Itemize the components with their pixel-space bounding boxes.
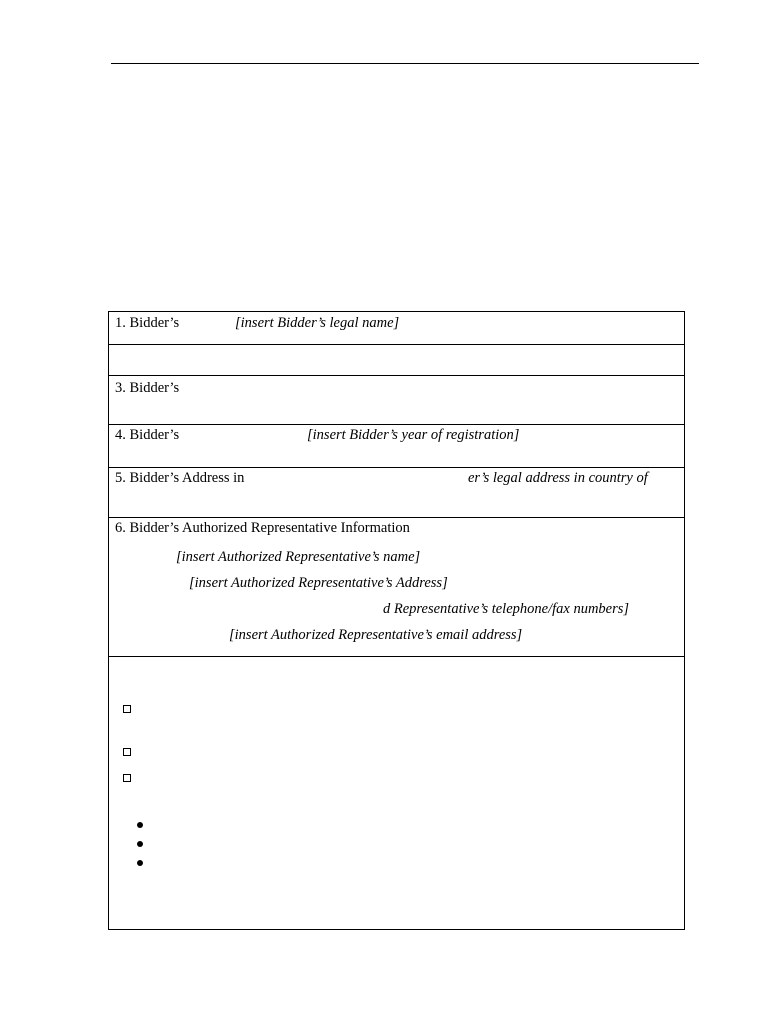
row-bidder-3	[109, 376, 684, 425]
bidder-name-label: 1. Bidder’s	[115, 315, 180, 331]
bidder-name-value[interactable]: [insert Bidder’s legal name]	[235, 315, 400, 331]
row-3-label: 3. Bidder’s	[115, 380, 180, 396]
representative-name-value[interactable]: [insert Authorized Representative’s name]	[176, 549, 421, 565]
representative-email-value[interactable]: [insert Authorized Representative’s email address]	[229, 627, 523, 643]
row-attachments	[109, 657, 684, 929]
bidder-information-form	[108, 311, 685, 930]
row-bidder-registration-year	[109, 425, 684, 468]
checkbox-3[interactable]	[123, 774, 131, 782]
registration-year-value[interactable]: [insert Bidder’s year of registration]	[307, 427, 520, 443]
bullet-2	[137, 841, 143, 847]
row-bidder-address	[109, 468, 684, 518]
representative-label: 6. Bidder’s Authorized Representative Information	[115, 520, 410, 536]
bullet-1	[137, 822, 143, 828]
header-rule	[111, 63, 699, 64]
bidder-address-label: 5. Bidder’s Address in	[115, 470, 245, 486]
row-2-blank	[109, 345, 684, 376]
row-bidder-name	[109, 312, 684, 345]
bullet-3	[137, 860, 143, 866]
checkbox-2[interactable]	[123, 748, 131, 756]
checkbox-1[interactable]	[123, 705, 131, 713]
bidder-address-value[interactable]: er’s legal address in country of	[468, 470, 648, 486]
representative-phone-value[interactable]: d Representative’s telephone/fax numbers]	[383, 601, 630, 617]
row-authorized-representative	[109, 518, 684, 657]
registration-year-label: 4. Bidder’s	[115, 427, 180, 443]
representative-address-value[interactable]: [insert Authorized Representative’s Address]	[189, 575, 448, 591]
